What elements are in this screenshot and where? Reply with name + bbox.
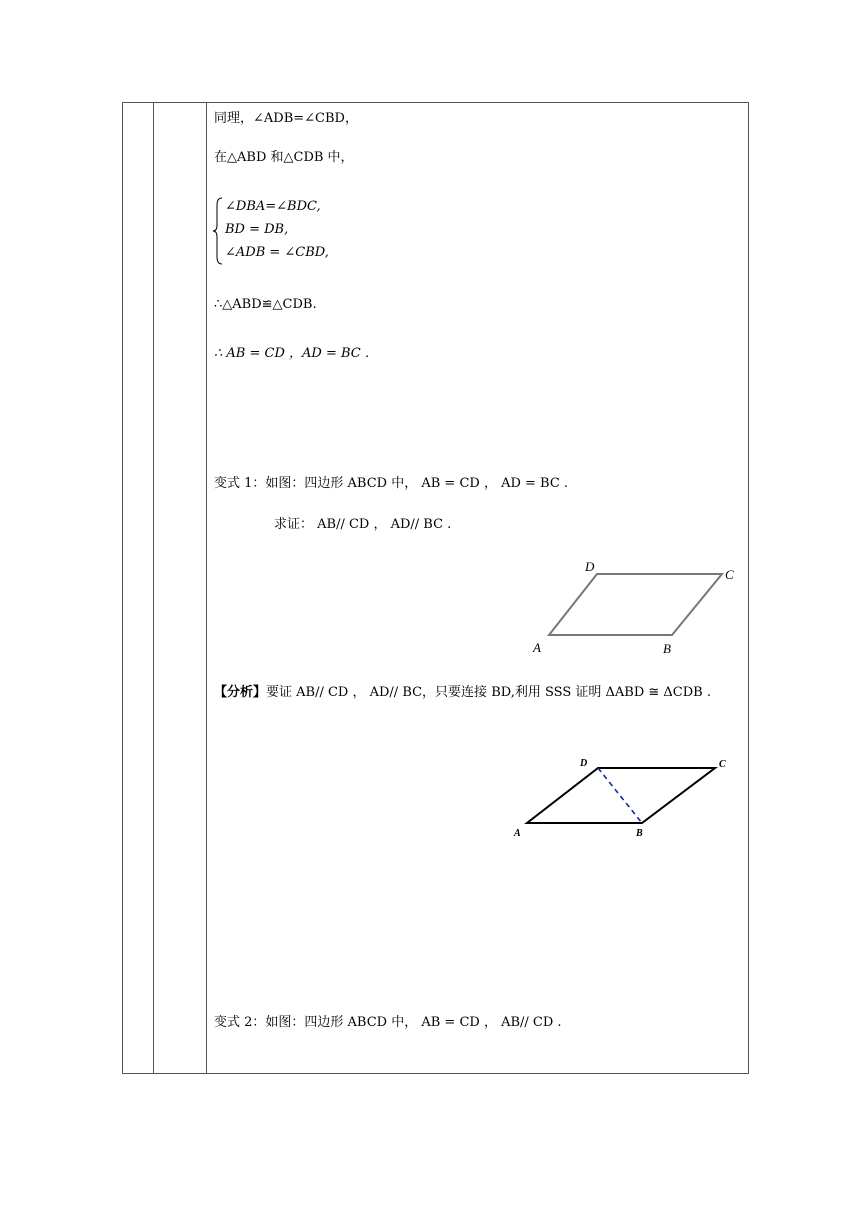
label-D: D — [585, 559, 595, 574]
analysis — [214, 685, 711, 701]
variant-1-statement: 变式 1：如图：四边形 ABCD 中， AB = CD ， AD = BC . — [214, 476, 569, 491]
figure-parallelogram-1 — [525, 555, 750, 660]
label-C: C — [719, 759, 726, 770]
line-similar-reasoning: 同理，∠ADB=∠CBD， — [214, 111, 358, 126]
line-conclusion: ∴ AB = CD ，AD = BC ． — [214, 346, 378, 361]
system-brace — [212, 197, 224, 265]
system-line-2: BD = DB, — [225, 222, 289, 237]
variant-2-statement: 变式 2：如图：四边形 ABCD 中， AB = CD ， AB// CD . — [214, 1015, 562, 1030]
analysis-body: 要证 AB// CD ， AD// BC，只要连接 BD,利用 SSS 证明 ΔABD ≅ ΔCDB . — [266, 685, 711, 700]
column-divider-1 — [153, 103, 154, 1073]
label-A: A — [533, 640, 541, 655]
column-divider-2 — [206, 103, 207, 1073]
label-B: B — [663, 641, 671, 656]
system-line-1: ∠DBA=∠BDC, — [225, 199, 321, 214]
figure-parallelogram-2 — [505, 752, 745, 842]
system-line-3: ∠ADB = ∠CBD, — [225, 245, 329, 260]
diagonal-BD — [598, 768, 642, 823]
line-congruence: ∴△ABD≌△CDB. — [214, 297, 317, 312]
label-C: C — [725, 567, 734, 582]
variant-1-prove: 求证： AB// CD ， AD// BC . — [274, 517, 452, 532]
line-in-triangles: 在△ABD 和△CDB 中， — [214, 150, 354, 165]
label-D: D — [580, 758, 588, 769]
label-B: B — [636, 828, 643, 839]
label-A: A — [514, 828, 521, 839]
analysis-heading: 【分析】 — [214, 685, 267, 700]
